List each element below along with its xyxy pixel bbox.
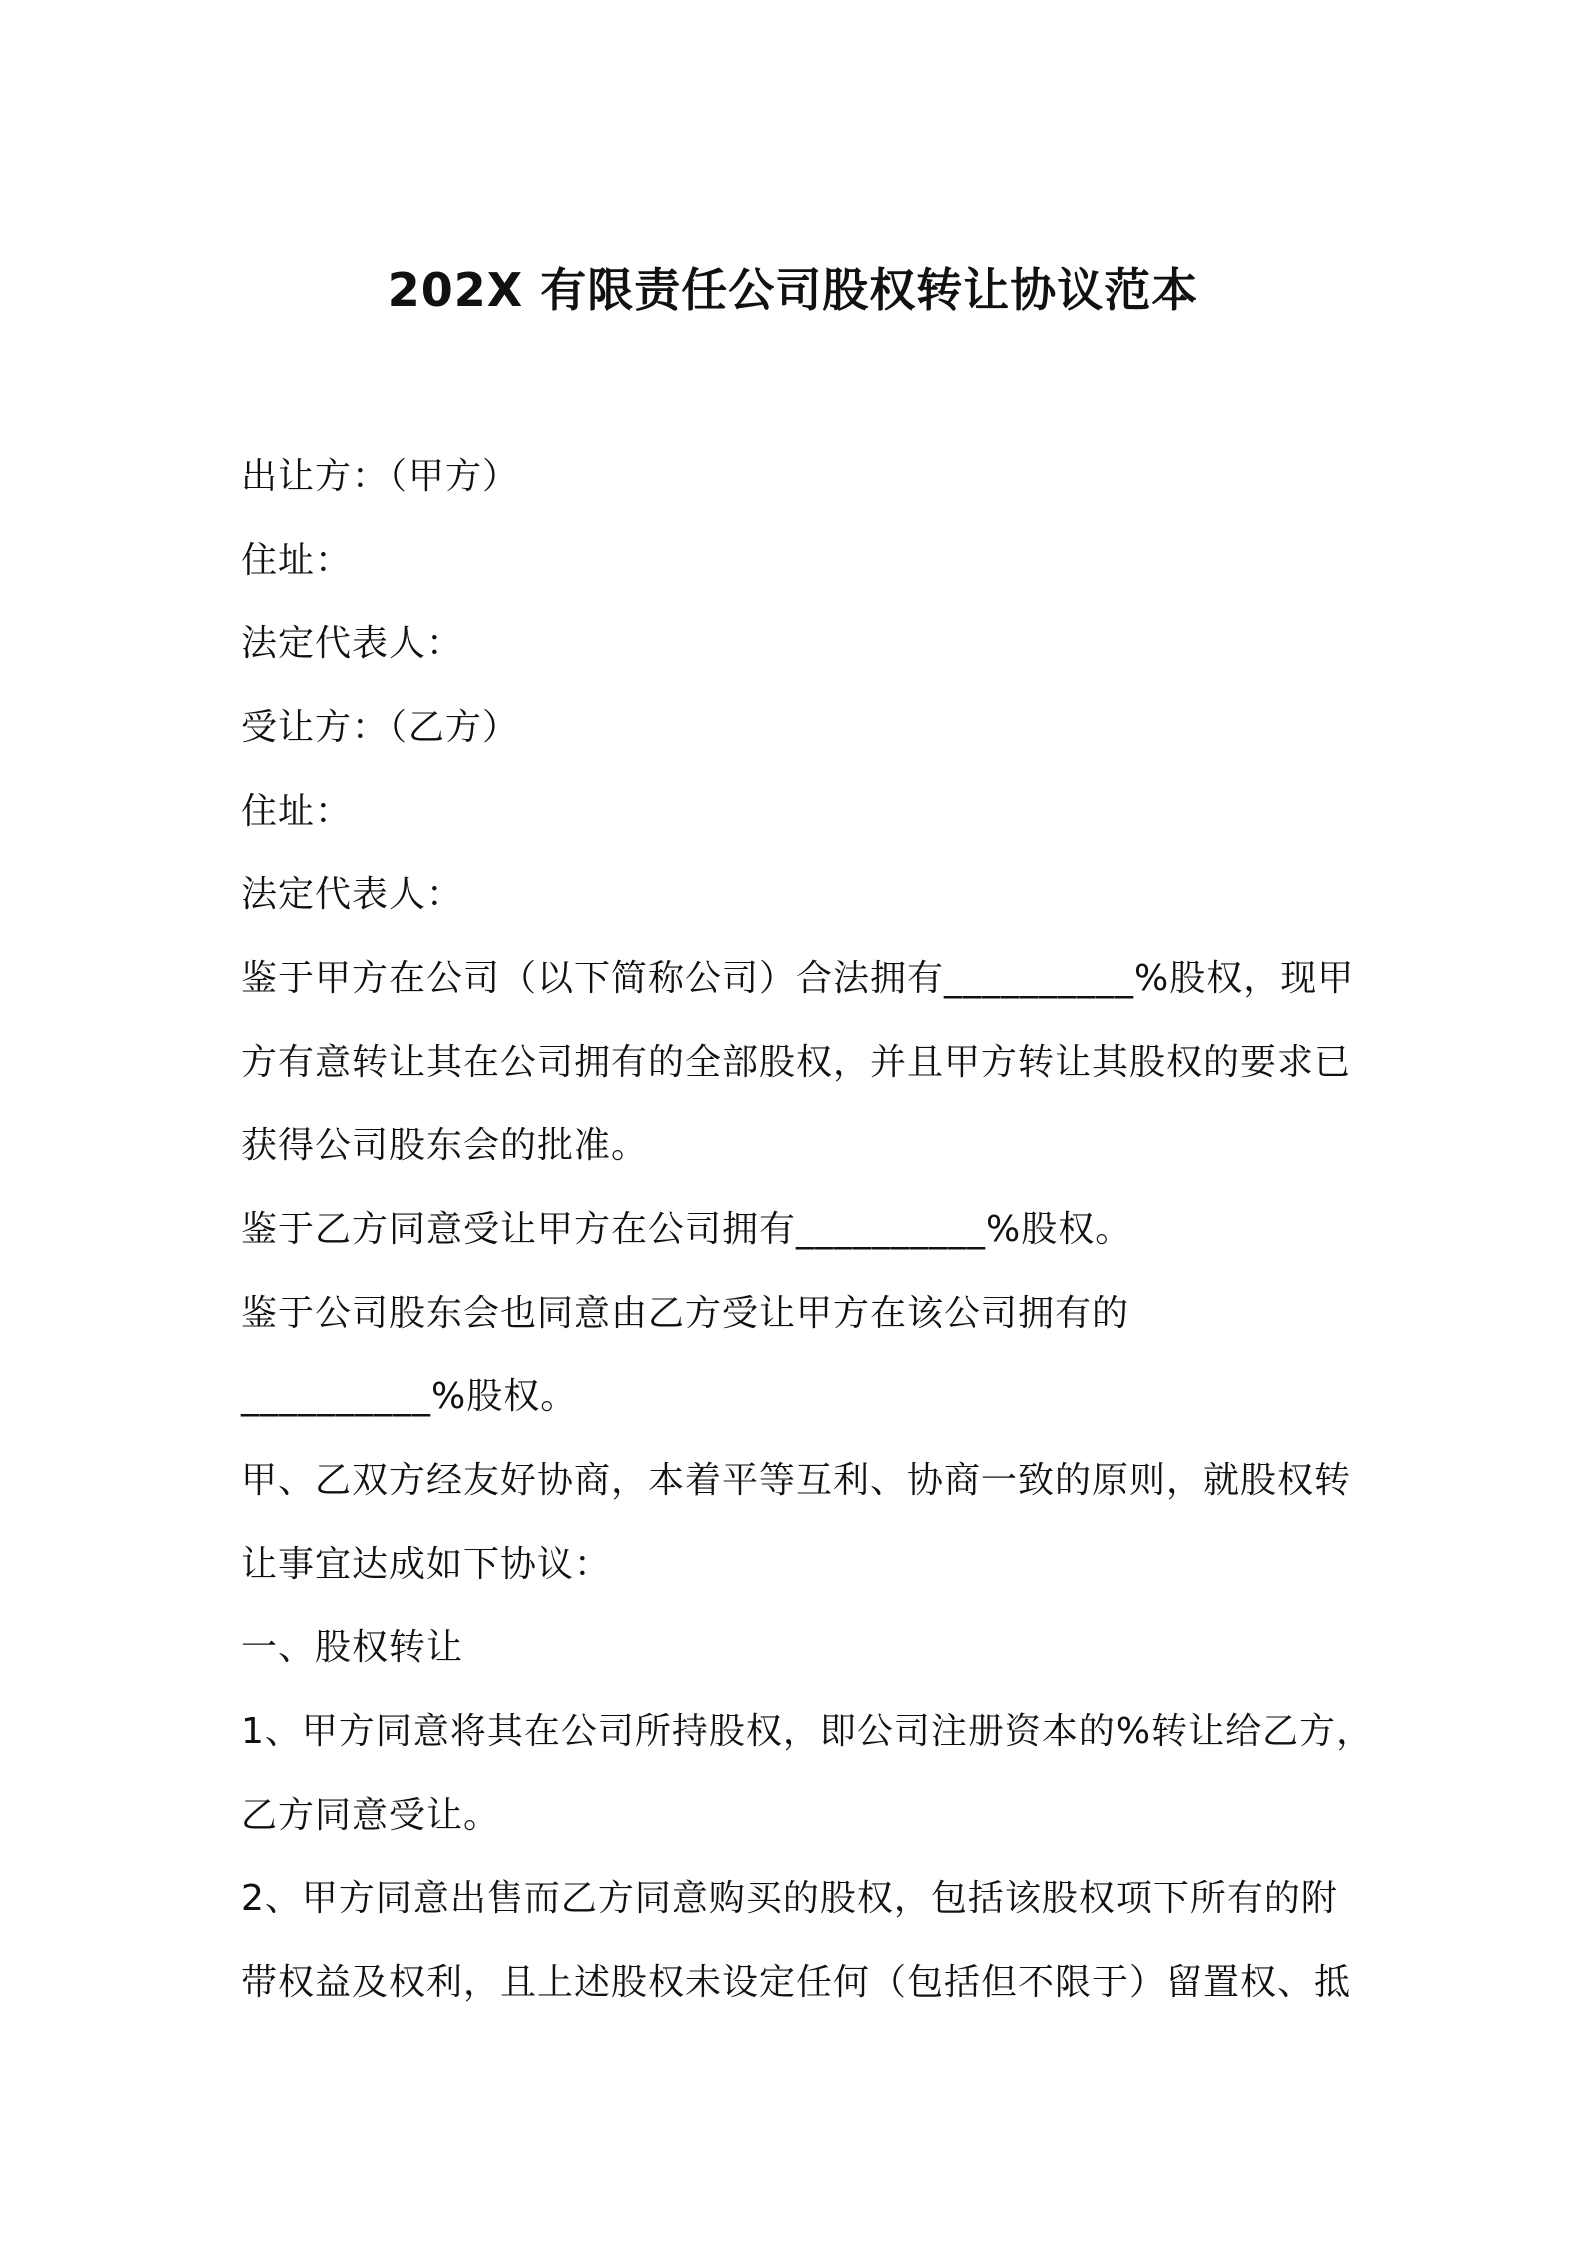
text-line: 鉴于甲方在公司（以下简称公司）合法拥有__________%股权，现甲	[241, 958, 1355, 999]
section-heading: 一、股权转让	[241, 1627, 464, 1668]
document-title: 202X 有限责任公司股权转让协议范本	[387, 263, 1199, 317]
text-line: 法定代表人：	[241, 874, 464, 915]
text-line: 鉴于公司股东会也同意由乙方受让甲方在该公司拥有的	[241, 1293, 1130, 1334]
text-line: 方有意转让其在公司拥有的全部股权，并且甲方转让其股权的要求已	[241, 1042, 1352, 1083]
text-line: 让事宜达成如下协议：	[241, 1544, 612, 1585]
text-line: 住址：	[241, 540, 353, 581]
text-line: 鉴于乙方同意受让甲方在公司拥有__________%股权。	[241, 1209, 1133, 1250]
text-line: __________%股权。	[241, 1376, 578, 1417]
text-line: 受让方：（乙方）	[241, 707, 520, 748]
text-line: 带权益及权利，且上述股权未设定任何（包括但不限于）留置权、抵	[241, 1962, 1352, 2003]
text-line: 乙方同意受让。	[241, 1795, 501, 1836]
text-line: 法定代表人：	[241, 623, 464, 664]
text-line: 1、甲方同意将其在公司所持股权，即公司注册资本的%转让给乙方，	[241, 1711, 1374, 1752]
text-line: 获得公司股东会的批准。	[241, 1125, 649, 1166]
text-line: 出让方：（甲方）	[241, 456, 520, 497]
text-line: 甲、乙双方经友好协商，本着平等互利、协商一致的原则，就股权转	[241, 1460, 1352, 1501]
text-line: 2、甲方同意出售而乙方同意购买的股权，包括该股权项下所有的附	[241, 1878, 1338, 1919]
text-line: 住址：	[241, 791, 353, 832]
